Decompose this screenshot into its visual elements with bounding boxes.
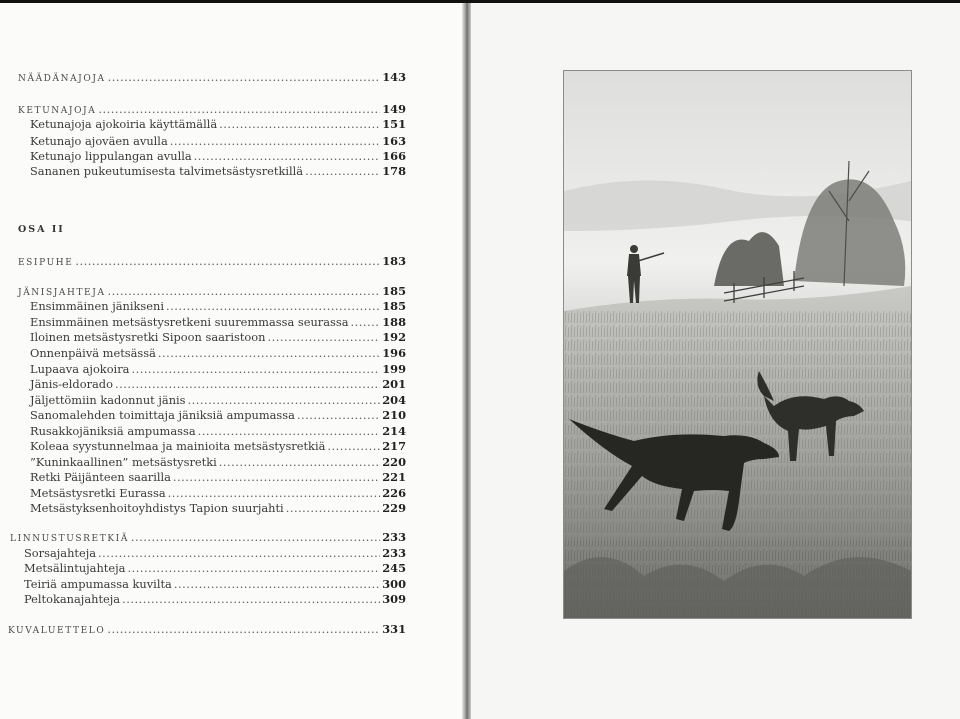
leader-dots <box>305 164 380 178</box>
toc-entry <box>8 622 406 638</box>
toc-entry <box>30 501 406 515</box>
toc-entry <box>30 486 406 500</box>
toc-entry <box>30 134 406 148</box>
toc-title: Metsästysretki Eurassa <box>30 486 166 500</box>
toc-title: Jäljettömiin kadonnut jänis <box>30 393 186 407</box>
toc-title: Sorsajahteja <box>24 546 97 560</box>
leader-dots <box>198 424 381 438</box>
toc-title: Retki Päijänteen saarilla <box>30 470 171 484</box>
part-heading <box>18 224 65 235</box>
leader-dots <box>98 102 380 116</box>
toc-page: 201 <box>382 377 406 391</box>
toc-page: 151 <box>382 117 406 131</box>
toc-page: 204 <box>382 393 406 407</box>
toc-entry <box>24 546 406 560</box>
toc-title: KETUNAJOJA <box>18 106 97 116</box>
toc-page: 166 <box>382 149 406 163</box>
toc-page: 185 <box>382 299 406 313</box>
leader-dots <box>131 362 380 376</box>
leader-dots <box>327 439 380 453</box>
toc-title: ”Kuninkaallinen” metsästysretki <box>30 455 217 469</box>
toc-entry <box>18 284 406 300</box>
toc-title: Ketunajo ajoväen avulla <box>30 134 168 148</box>
toc-page: 199 <box>382 362 406 376</box>
toc-title: Ketunajo lippulangan avulla <box>30 149 192 163</box>
leader-dots <box>127 561 380 575</box>
toc-entry <box>30 330 406 344</box>
toc-title: Koleaa syystunnelmaa ja mainioita metsästysretkiä <box>30 439 326 453</box>
toc-entry <box>24 592 406 606</box>
toc-page: 188 <box>382 315 406 329</box>
toc-entry <box>30 164 406 178</box>
leader-dots <box>297 408 380 422</box>
leader-dots <box>168 486 381 500</box>
toc-title: Ensimmäinen metsästysretkeni suuremmassa seurassa <box>30 315 349 329</box>
leader-dots <box>131 530 380 544</box>
toc-page: 192 <box>382 330 406 344</box>
part-label: OSA II <box>18 224 65 235</box>
toc-entry <box>30 408 406 422</box>
toc-entry <box>30 346 406 360</box>
toc-title: Peltokanajahteja <box>24 592 121 606</box>
leader-dots <box>108 70 381 84</box>
toc-page: 226 <box>382 486 406 500</box>
toc-page: 210 <box>382 408 406 422</box>
toc-entry <box>30 362 406 376</box>
leader-dots <box>122 592 380 606</box>
toc-page: 245 <box>382 561 406 575</box>
leader-dots <box>219 455 380 469</box>
leader-dots <box>219 117 380 131</box>
toc-page: 220 <box>382 455 406 469</box>
toc-entry <box>30 424 406 438</box>
toc-page: 196 <box>382 346 406 360</box>
toc-entry <box>10 530 406 546</box>
leader-dots <box>170 134 380 148</box>
toc-page: 214 <box>382 424 406 438</box>
toc-page: 163 <box>382 134 406 148</box>
toc-page: 183 <box>382 254 406 268</box>
leader-dots <box>173 470 380 484</box>
toc-title: ESIPUHE <box>18 258 74 268</box>
toc-title: Sanomalehden toimittaja jäniksiä ampumassa <box>30 408 295 422</box>
leader-dots <box>108 284 381 298</box>
toc-entry <box>30 117 406 131</box>
leader-dots <box>98 546 380 560</box>
toc-entry <box>30 149 406 163</box>
toc-entry <box>24 577 406 591</box>
toc-title: KUVALUETTELO <box>8 626 106 636</box>
toc-page: 217 <box>382 439 406 453</box>
toc-entry <box>30 439 406 453</box>
toc-page: 229 <box>382 501 406 515</box>
toc-entry <box>30 470 406 484</box>
toc-page: 233 <box>382 530 406 544</box>
leader-dots <box>166 299 380 313</box>
toc-entry <box>30 393 406 407</box>
toc-page: 221 <box>382 470 406 484</box>
leader-dots <box>107 622 380 636</box>
leader-dots <box>194 149 381 163</box>
toc-page: 309 <box>382 592 406 606</box>
toc-title: JÄNISJAHTEJA <box>18 288 106 298</box>
toc-title: Sananen pukeutumisesta talvimetsästysretkillä <box>30 164 304 178</box>
toc-entry <box>30 315 406 329</box>
setter-dogs-scene-icon <box>564 71 911 618</box>
toc-entry <box>30 377 406 391</box>
toc-title: LINNUSTUSRETKIÄ <box>10 534 129 544</box>
toc-title: Teiriä ampumassa kuvilta <box>24 577 172 591</box>
toc-title: Jänis-eldorado <box>30 377 113 391</box>
table-of-contents <box>0 0 465 719</box>
toc-page: 233 <box>382 546 406 560</box>
toc-page: 143 <box>382 70 406 84</box>
leader-dots <box>75 254 380 268</box>
leader-dots <box>115 377 380 391</box>
leader-dots <box>286 501 381 515</box>
toc-entry <box>30 455 406 469</box>
toc-entry <box>18 70 406 86</box>
leader-dots <box>158 346 380 360</box>
toc-title: Lupaava ajokoira <box>30 362 130 376</box>
toc-page: 300 <box>382 577 406 591</box>
toc-title: NÄÄDÄNAJOJA <box>18 74 106 84</box>
toc-entry <box>18 254 406 270</box>
leader-dots <box>267 330 380 344</box>
toc-page: 149 <box>382 102 406 116</box>
toc-title: Ensimmäinen jänikseni <box>30 299 164 313</box>
toc-page: 331 <box>382 622 406 636</box>
toc-title: Metsästyksenhoitoyhdistys Tapion suurjahti <box>30 501 284 515</box>
toc-page: 185 <box>382 284 406 298</box>
hunting-illustration <box>563 70 912 619</box>
toc-title: Onnenpäivä metsässä <box>30 346 156 360</box>
leader-dots <box>351 315 381 329</box>
toc-title: Ketunajoja ajokoiria käyttämällä <box>30 117 218 131</box>
toc-page: 178 <box>382 164 406 178</box>
toc-entry <box>30 299 406 313</box>
toc-title: Metsälintujahteja <box>24 561 126 575</box>
toc-entry <box>18 102 406 118</box>
leader-dots <box>174 577 380 591</box>
toc-title: Rusakkojäniksiä ampumassa <box>30 424 196 438</box>
toc-title: Iloinen metsästysretki Sipoon saaristoon <box>30 330 266 344</box>
leader-dots <box>188 393 381 407</box>
toc-entry <box>24 561 406 575</box>
